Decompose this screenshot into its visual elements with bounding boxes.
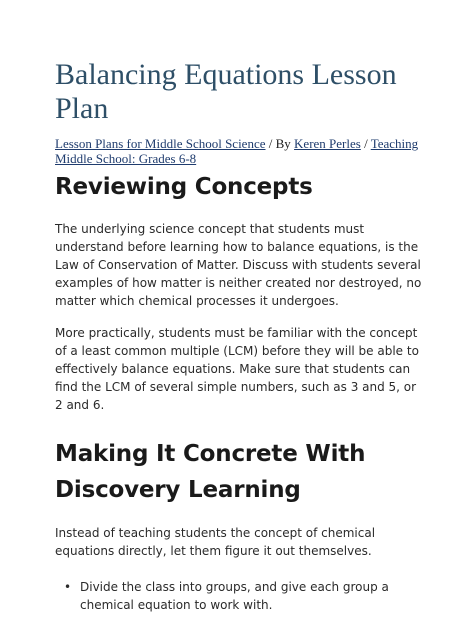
page-title: Balancing Equations Lesson Plan — [55, 58, 397, 125]
grade-category-link[interactable]: Teaching Middle School: Grades 6-8 — [55, 136, 419, 166]
document-page — [55, 58, 427, 614]
byline-separator: / — [360, 136, 371, 151]
byline-separator-by: / By — [265, 136, 295, 151]
bullet-list — [55, 578, 427, 614]
byline — [55, 136, 427, 166]
section-heading-discovery-learning: Making It Concrete With Discovery Learning — [55, 441, 366, 503]
list-item — [55, 578, 427, 614]
bullet-icon: • — [64, 580, 72, 594]
paragraph-lcm: More practically, students must be familiar with the concept of a least common multiple (LCM) before they will be able to effectively balance equations. Make sure that students can find the LCM of several simple numbers, such as 3 and 5, or 2 and 6. — [55, 326, 419, 412]
author-link[interactable]: Keren Perles — [294, 136, 361, 151]
list-item-text: Divide the class into groups, and give each group a chemical equation to work with. — [80, 580, 389, 612]
section-heading-reviewing-concepts: Reviewing Concepts — [55, 174, 313, 200]
paragraph-discovery-intro: Instead of teaching students the concept of chemical equations directly, let them figure it out themselves. — [55, 526, 376, 558]
category-link[interactable]: Lesson Plans for Middle School Science — [55, 136, 266, 151]
paragraph-conservation-of-matter: The underlying science concept that students must understand before learning how to balance equations, is the Law of Conservation of Matter. Discuss with students several examples of how matter is neither created nor destroyed, no matter which chemical processes it undergoes. — [55, 222, 422, 308]
